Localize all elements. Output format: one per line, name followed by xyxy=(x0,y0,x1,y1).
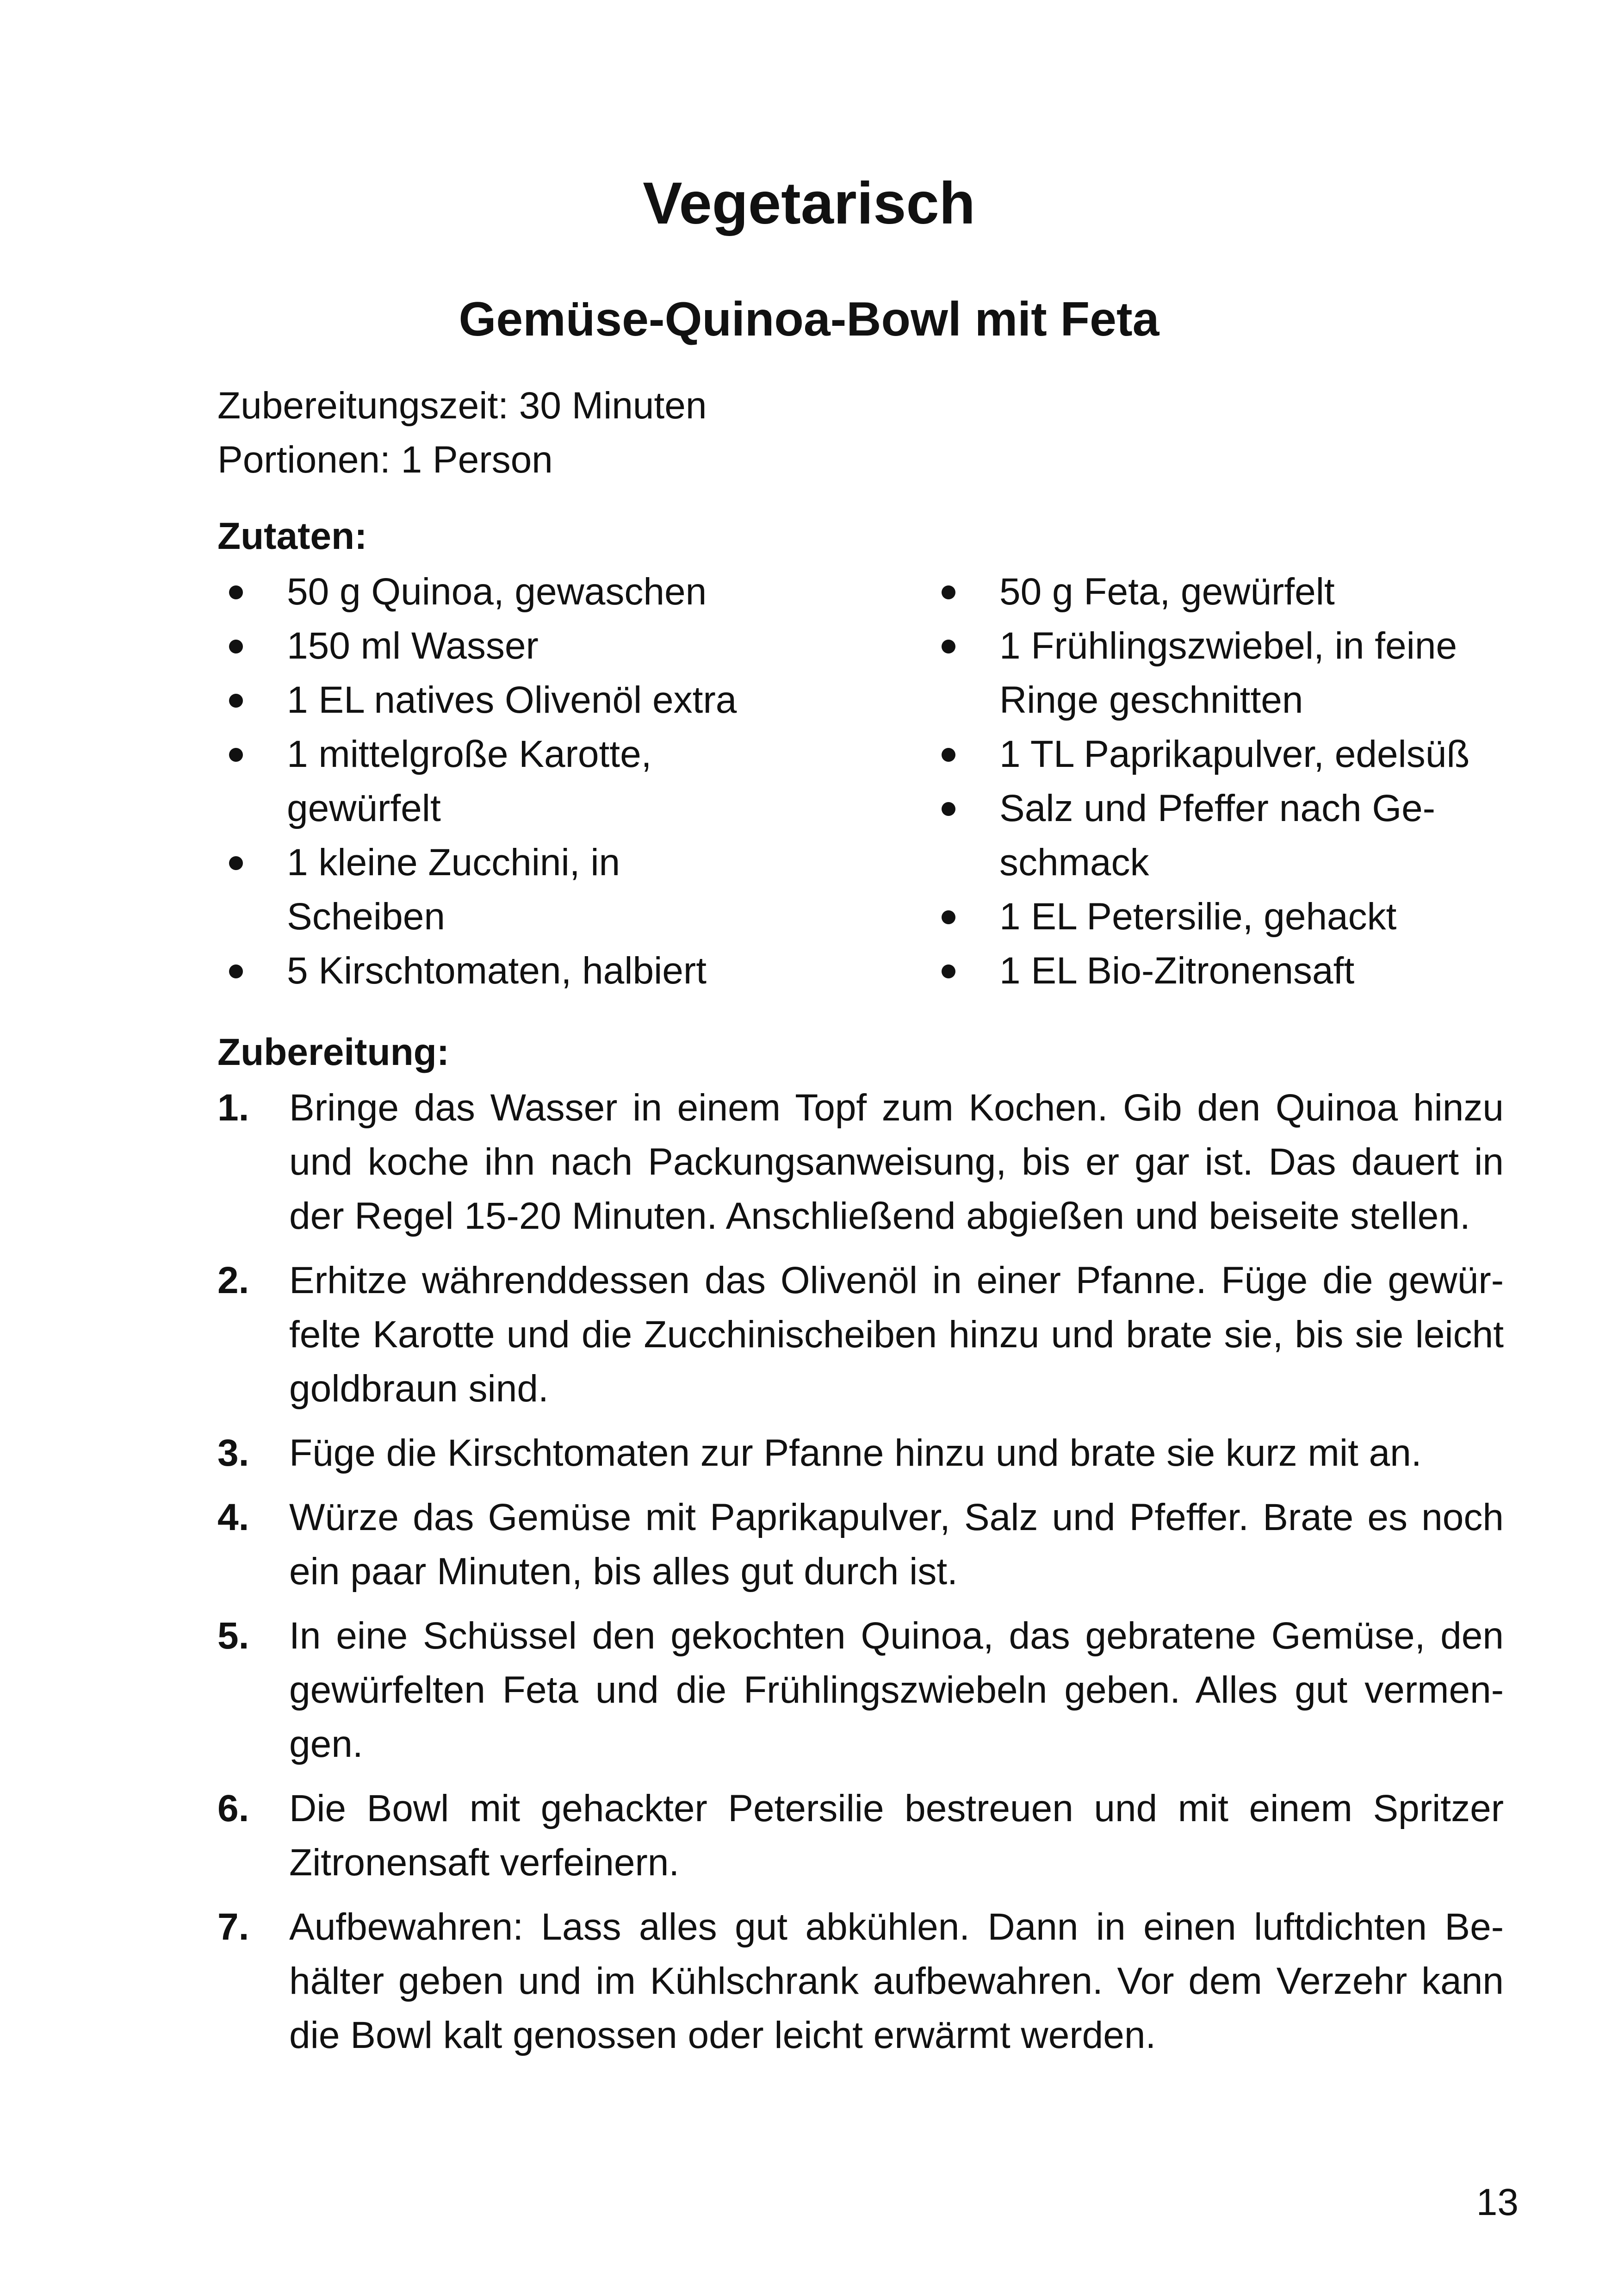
step-text: Die Bowl mit gehackter Petersilie bestreuen und mit einem Spritzer Zitronensaft verfeinern. xyxy=(289,1787,1504,1884)
bullet-icon xyxy=(222,727,250,781)
ingredients-list-right xyxy=(930,565,1531,998)
ingredient-item: 1 EL natives Olivenöl extra xyxy=(217,673,773,727)
recipe-title: Gemüse-Quinoa-Bowl mit Feta xyxy=(459,292,1159,346)
step-item xyxy=(217,1781,1504,1890)
step-item xyxy=(217,1490,1504,1599)
ingredients-list-left xyxy=(217,565,773,998)
step-number: 2. xyxy=(217,1259,249,1301)
ingredient-item: 50 g Quinoa, gewaschen xyxy=(217,565,773,619)
step-number: 6. xyxy=(217,1787,249,1829)
bullet-icon xyxy=(935,890,962,944)
bullet-icon xyxy=(222,565,250,619)
step-text: Erhitze währenddessen das Olivenöl in einer Pfanne. Füge die gewürfelte Karotte und die Zucchinischeiben hinzu und brate sie, bis sie leicht goldbraun sind. xyxy=(289,1259,1504,1410)
bullet-icon xyxy=(222,835,250,890)
ingredient-item: 5 Kirschtomaten, halbiert xyxy=(217,944,773,998)
servings: Portionen: 1 Person xyxy=(217,439,553,481)
bullet-icon xyxy=(935,781,962,835)
ingredient-item: Salz und Pfeffer nach Geschmack xyxy=(930,781,1518,890)
step-item xyxy=(217,1426,1504,1480)
bullet-icon xyxy=(935,565,962,619)
step-text: Bringe das Wasser in einem Topf zum Kochen. Gib den Quinoa hinzu und koche ihn nach Packungsanweisung, bis er gar ist. Das dauert in der Regel 15-20 Minuten. Anschließend abgießen und beiseite stellen. xyxy=(289,1087,1504,1237)
ingredient-item: 1 Frühlingszwiebel, in feine Ringe geschnitten xyxy=(930,619,1522,727)
bullet-icon xyxy=(222,673,250,727)
step-text: In eine Schüssel den gekochten Quinoa, das gebratene Gemüse, den gewürfelten Feta und die Frühlingszwiebeln geben. Alles gut vermengen. xyxy=(289,1615,1504,1765)
step-number: 1. xyxy=(217,1087,249,1129)
section-title: Vegetarisch xyxy=(643,170,975,236)
ingredient-item: 1 mittelgroße Karotte, gewürfelt xyxy=(217,727,694,835)
bullet-icon xyxy=(222,944,250,998)
step-item xyxy=(217,1900,1504,2062)
step-item xyxy=(217,1609,1504,1771)
bullet-icon xyxy=(935,619,962,673)
step-text: Aufbewahren: Lass alles gut abkühlen. Dann in einen luftdichten Behälter geben und im Kühlschrank aufbewahren. Vor dem Verzehr kann die Bowl kalt genossen oder leicht erwärmt werden. xyxy=(289,1906,1504,2056)
prep-time: Zubereitungszeit: 30 Minuten xyxy=(217,385,707,427)
step-number: 4. xyxy=(217,1496,249,1538)
ingredient-item: 50 g Feta, gewürfelt xyxy=(930,565,1531,619)
bullet-icon xyxy=(935,944,962,998)
step-number: 3. xyxy=(217,1432,249,1474)
bullet-icon xyxy=(222,619,250,673)
step-item xyxy=(217,1253,1504,1416)
ingredient-item: 1 kleine Zucchini, in Scheiben xyxy=(217,835,694,944)
step-item xyxy=(217,1081,1504,1243)
preparation-heading: Zubereitung: xyxy=(217,1031,450,1073)
bullet-icon xyxy=(935,727,962,781)
step-text: Würze das Gemüse mit Paprikapulver, Salz und Pfeffer. Brate es noch ein paar Minuten, bis alles gut durch ist. xyxy=(289,1496,1504,1593)
step-number: 5. xyxy=(217,1615,249,1657)
ingredient-item: 150 ml Wasser xyxy=(217,619,773,673)
recipe-meta xyxy=(217,379,707,487)
step-number: 7. xyxy=(217,1906,249,1948)
ingredient-item: 1 EL Bio-Zitronensaft xyxy=(930,944,1531,998)
preparation-steps xyxy=(217,1081,1504,2072)
ingredients-heading: Zutaten: xyxy=(217,515,367,557)
step-text: Füge die Kirschtomaten zur Pfanne hinzu und brate sie kurz mit an. xyxy=(289,1432,1422,1474)
ingredient-item: 1 TL Paprikapulver, edelsüß xyxy=(930,727,1531,781)
page-number: 13 xyxy=(1476,2181,1519,2223)
ingredient-item: 1 EL Petersilie, gehackt xyxy=(930,890,1531,944)
